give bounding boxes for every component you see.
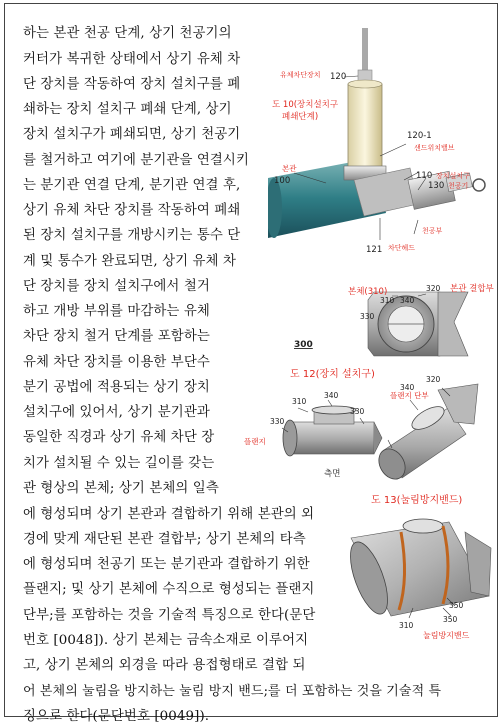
label-330-b: 330 xyxy=(350,407,365,416)
label-fluid-device: 유체차단장치 xyxy=(280,71,321,79)
label-100: 100 xyxy=(274,176,291,186)
text-line: 유체 차단 장치를 이용한 부단수 xyxy=(23,355,210,370)
label-340-b: 340 xyxy=(324,391,339,400)
label-120-1: 120-1 xyxy=(407,131,432,141)
text-line: 어 본체의 눌림을 방지하는 눌림 방지 밴드;를 더 포함하는 것을 기술적 특 xyxy=(23,684,442,699)
text-line: 치가 설치될 수 있는 길이를 갖는 xyxy=(23,456,215,471)
document-page xyxy=(4,3,498,724)
label-anti-crush-band: 눌림방지밴드 xyxy=(423,631,470,640)
label-flange: 플랜지 xyxy=(244,437,266,446)
text-line: 장치 설치구가 폐쇄되면, 상기 천공기 xyxy=(23,127,241,142)
cylinder-top xyxy=(348,80,382,88)
label-340-a: 340 xyxy=(400,296,415,305)
label-110: 110 xyxy=(416,171,433,181)
label-hole: 천공부 xyxy=(422,227,443,235)
label-main-pipe: 본관 xyxy=(282,164,297,173)
text-line: 는 분기관 연결 단계, 분기관 연결 후, xyxy=(23,178,241,193)
label-side: 측면 xyxy=(324,469,341,479)
text-line: 계 및 통수가 완료되면, 상기 유체 차 xyxy=(23,254,236,269)
front-view xyxy=(282,400,382,456)
text-line: 단 장치를 작동하여 장치 설치구를 폐 xyxy=(23,77,241,92)
text-line: 번호 [0048]). 상기 본체는 금속소재로 이루어지 xyxy=(23,633,309,648)
figure-12-title: 도 12(장치 설치구) xyxy=(290,369,375,380)
figure-10-drawing xyxy=(268,28,494,254)
label-310-b: 310 xyxy=(292,397,307,406)
text-line: 단부;를 포함하는 것을 기술적 특징으로 한다(문단 xyxy=(23,608,316,623)
label-install-port: 장치설치구 xyxy=(436,172,470,180)
label-310: 310 xyxy=(399,621,414,630)
text-line: 단 장치를 장치 설치구에서 철거 xyxy=(23,279,210,294)
front-view-saddle xyxy=(374,422,382,454)
front-view-flange xyxy=(283,420,297,456)
figure-10 xyxy=(268,28,494,254)
text-line: 하고 개방 부위를 마감하는 유체 xyxy=(23,304,210,319)
label-coupling: 본관 결합부 xyxy=(450,284,494,294)
driller-handle xyxy=(473,179,485,191)
text-line: 경에 맞게 재단된 본관 결합부; 상기 본체의 타측 xyxy=(23,532,306,547)
label-350-b: 350 xyxy=(443,615,458,624)
text-line: 쇄하는 장치 설치구 폐쇄 단계, 상기 xyxy=(23,102,232,117)
figure-12 xyxy=(242,272,496,486)
text-line: 상기 유체 차단 장치를 작동하여 폐쇄 xyxy=(23,203,241,218)
text-line: 설치구에 있어서, 상기 분기관과 xyxy=(23,405,210,420)
text-line: 고, 상기 본체의 외경을 따라 용접형태로 결합 되 xyxy=(23,658,306,673)
label-cutter-head: 차단헤드 xyxy=(388,244,416,252)
figure-13-drawing xyxy=(339,488,497,644)
label-330-a: 330 xyxy=(360,312,375,321)
text-line: 된 장치 설치구를 개방시키는 통수 단 xyxy=(23,228,241,243)
label-130: 130 xyxy=(428,181,445,191)
label-330-c: 330 xyxy=(270,417,285,426)
label-310-a: 310 xyxy=(380,296,395,305)
figure-10-subtitle: 폐쇄단계) xyxy=(282,112,319,122)
label-320-b: 320 xyxy=(426,375,441,384)
text-line: 차단 장치 철거 단계를 포함하는 xyxy=(23,329,210,344)
label-340-c: 340 xyxy=(400,383,415,392)
label-driller: 천공기 xyxy=(448,182,469,190)
front-view-body xyxy=(290,422,374,454)
label-121: 121 xyxy=(366,245,383,254)
text-line: 를 철거하고 여기에 분기관을 연결시키 xyxy=(23,153,249,168)
text-line: 분기 공법에 적용되는 상기 장치 xyxy=(23,380,210,395)
text-line: 징으로 한다(문단번호 [0049]). xyxy=(23,709,210,724)
label-320-a: 320 xyxy=(426,284,441,293)
label-sandwich-valve: 샌드위치밸브 xyxy=(414,144,455,152)
device-cylinder xyxy=(348,84,382,172)
figure-12-drawing xyxy=(242,272,496,486)
figure-13 xyxy=(339,488,497,644)
label-body-310: 본체(310) xyxy=(348,287,388,297)
text-line: 하는 본관 천공 단계, 상기 천공기의 xyxy=(23,26,232,41)
text-line: 에 형성되며 상기 본관과 결합하기 위해 본관의 외 xyxy=(23,507,315,522)
figure-13-title: 도 13(눌림방지밴드) xyxy=(371,495,463,506)
text-line: 관 형상의 본체; 상기 본체의 일측 xyxy=(23,481,219,496)
text-line: 동일한 직경과 상기 유체 차단 장 xyxy=(23,430,215,445)
text-line: 에 형성되며 천공기 또는 분기관과 결합하기 위한 xyxy=(23,557,310,572)
figure-10-title: 도 10(장치설치구 xyxy=(272,100,339,110)
label-120: 120 xyxy=(330,72,347,82)
text-line: 커터가 복귀한 상태에서 상기 유체 차 xyxy=(23,52,241,67)
label-300: 300 xyxy=(294,340,313,350)
text-line: 플랜지; 및 상기 본체에 수직으로 형성되는 플랜지 xyxy=(23,582,315,597)
label-350-a: 350 xyxy=(449,601,464,610)
band-pipe-flange-end xyxy=(403,519,443,533)
top-view-coupling xyxy=(438,292,468,356)
label-flange-end: 플랜지 단부 xyxy=(390,391,429,400)
